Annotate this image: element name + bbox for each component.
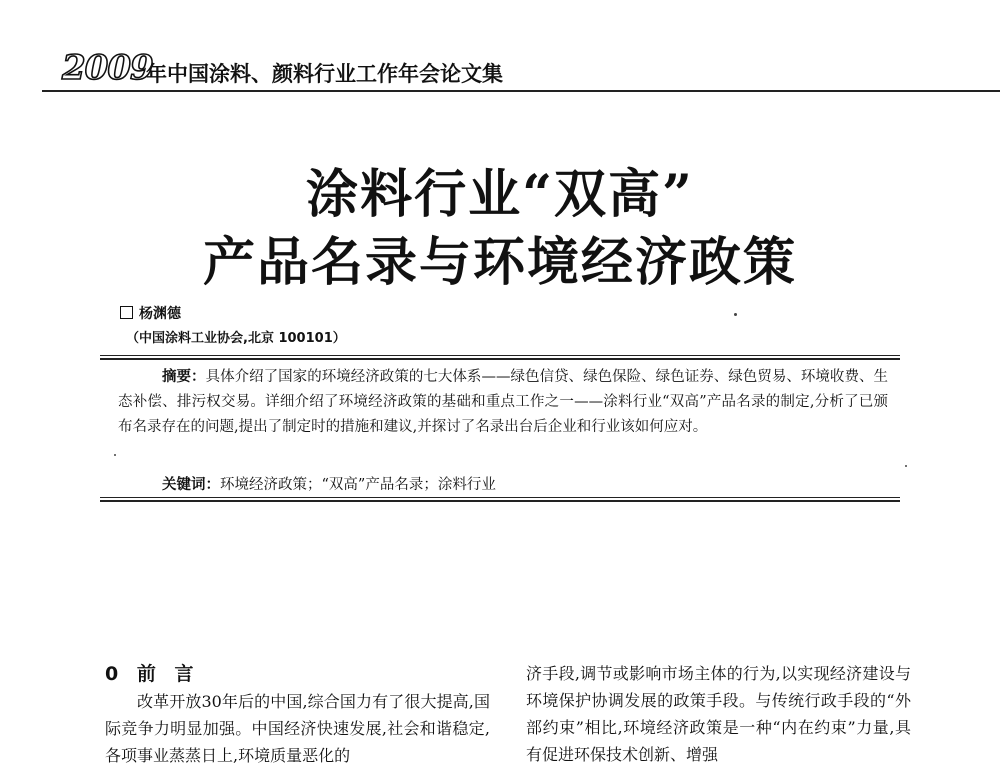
- abstract-top-rule-thick: [100, 358, 900, 360]
- abstract: [118, 365, 888, 440]
- body-paragraph-continued: 济手段,调节或影响市场主体的行为,以实现经济建设与环境保护协调发展的政策手段。与传统行政手段的“外部约束”相比,环境经济政策是一种“内在约束”力量,具有促进环保技术创新、增强: [526, 664, 911, 764]
- header-rule: [42, 90, 1000, 92]
- scan-speck: [734, 313, 737, 316]
- abstract-label: 摘要：: [162, 369, 206, 385]
- body-column-right: [526, 660, 911, 768]
- author-name: 杨渊德: [139, 306, 181, 322]
- keywords-label: 关键词：: [162, 477, 220, 493]
- abstract-bottom-rule-thick: [100, 500, 900, 502]
- abstract-text: 具体介绍了国家的环境经济政策的七大体系——绿色信贷、绿色保险、绿色证券、绿色贸易、环境收费、生态补偿、排污权交易。详细介绍了环境经济政策的基础和重点工作之一——涂料行业“双高”产品名录的制定,分析了已颁布名录存在的问题,提出了制定时的措施和建议,并探讨了名录出台后企业和行业该如何应对。: [118, 369, 888, 435]
- keywords-text: 环境经济政策；“双高”产品名录；涂料行业: [220, 477, 496, 493]
- abstract-bottom-rule: [100, 497, 900, 498]
- header-year: 2009: [62, 48, 153, 88]
- author-line: [120, 303, 181, 323]
- section-title: 0 前 言: [105, 663, 200, 685]
- author-affiliation: （中国涂料工业协会,北京 100101）: [126, 331, 346, 346]
- body-paragraph: 改革开放30年后的中国,综合国力有了很大提高,国际竞争力明显加强。中国经济快速发展,社会和谐稳定,各项事业蒸蒸日上,环境质量恶化的: [105, 692, 490, 765]
- running-header: [0, 0, 1000, 92]
- author-box-icon: [120, 306, 133, 319]
- article-title-line1: 涂料行业“双高”: [306, 164, 694, 225]
- scan-speck: [114, 454, 116, 456]
- article-title-line2: 产品名录与环境经济政策: [202, 232, 797, 293]
- abstract-top-rule: [100, 355, 900, 356]
- body-column-left: [105, 660, 490, 769]
- scan-speck: [905, 465, 907, 467]
- keywords: [162, 473, 496, 494]
- header-title: 年中国涂料、颜料行业工作年会论文集: [146, 62, 503, 86]
